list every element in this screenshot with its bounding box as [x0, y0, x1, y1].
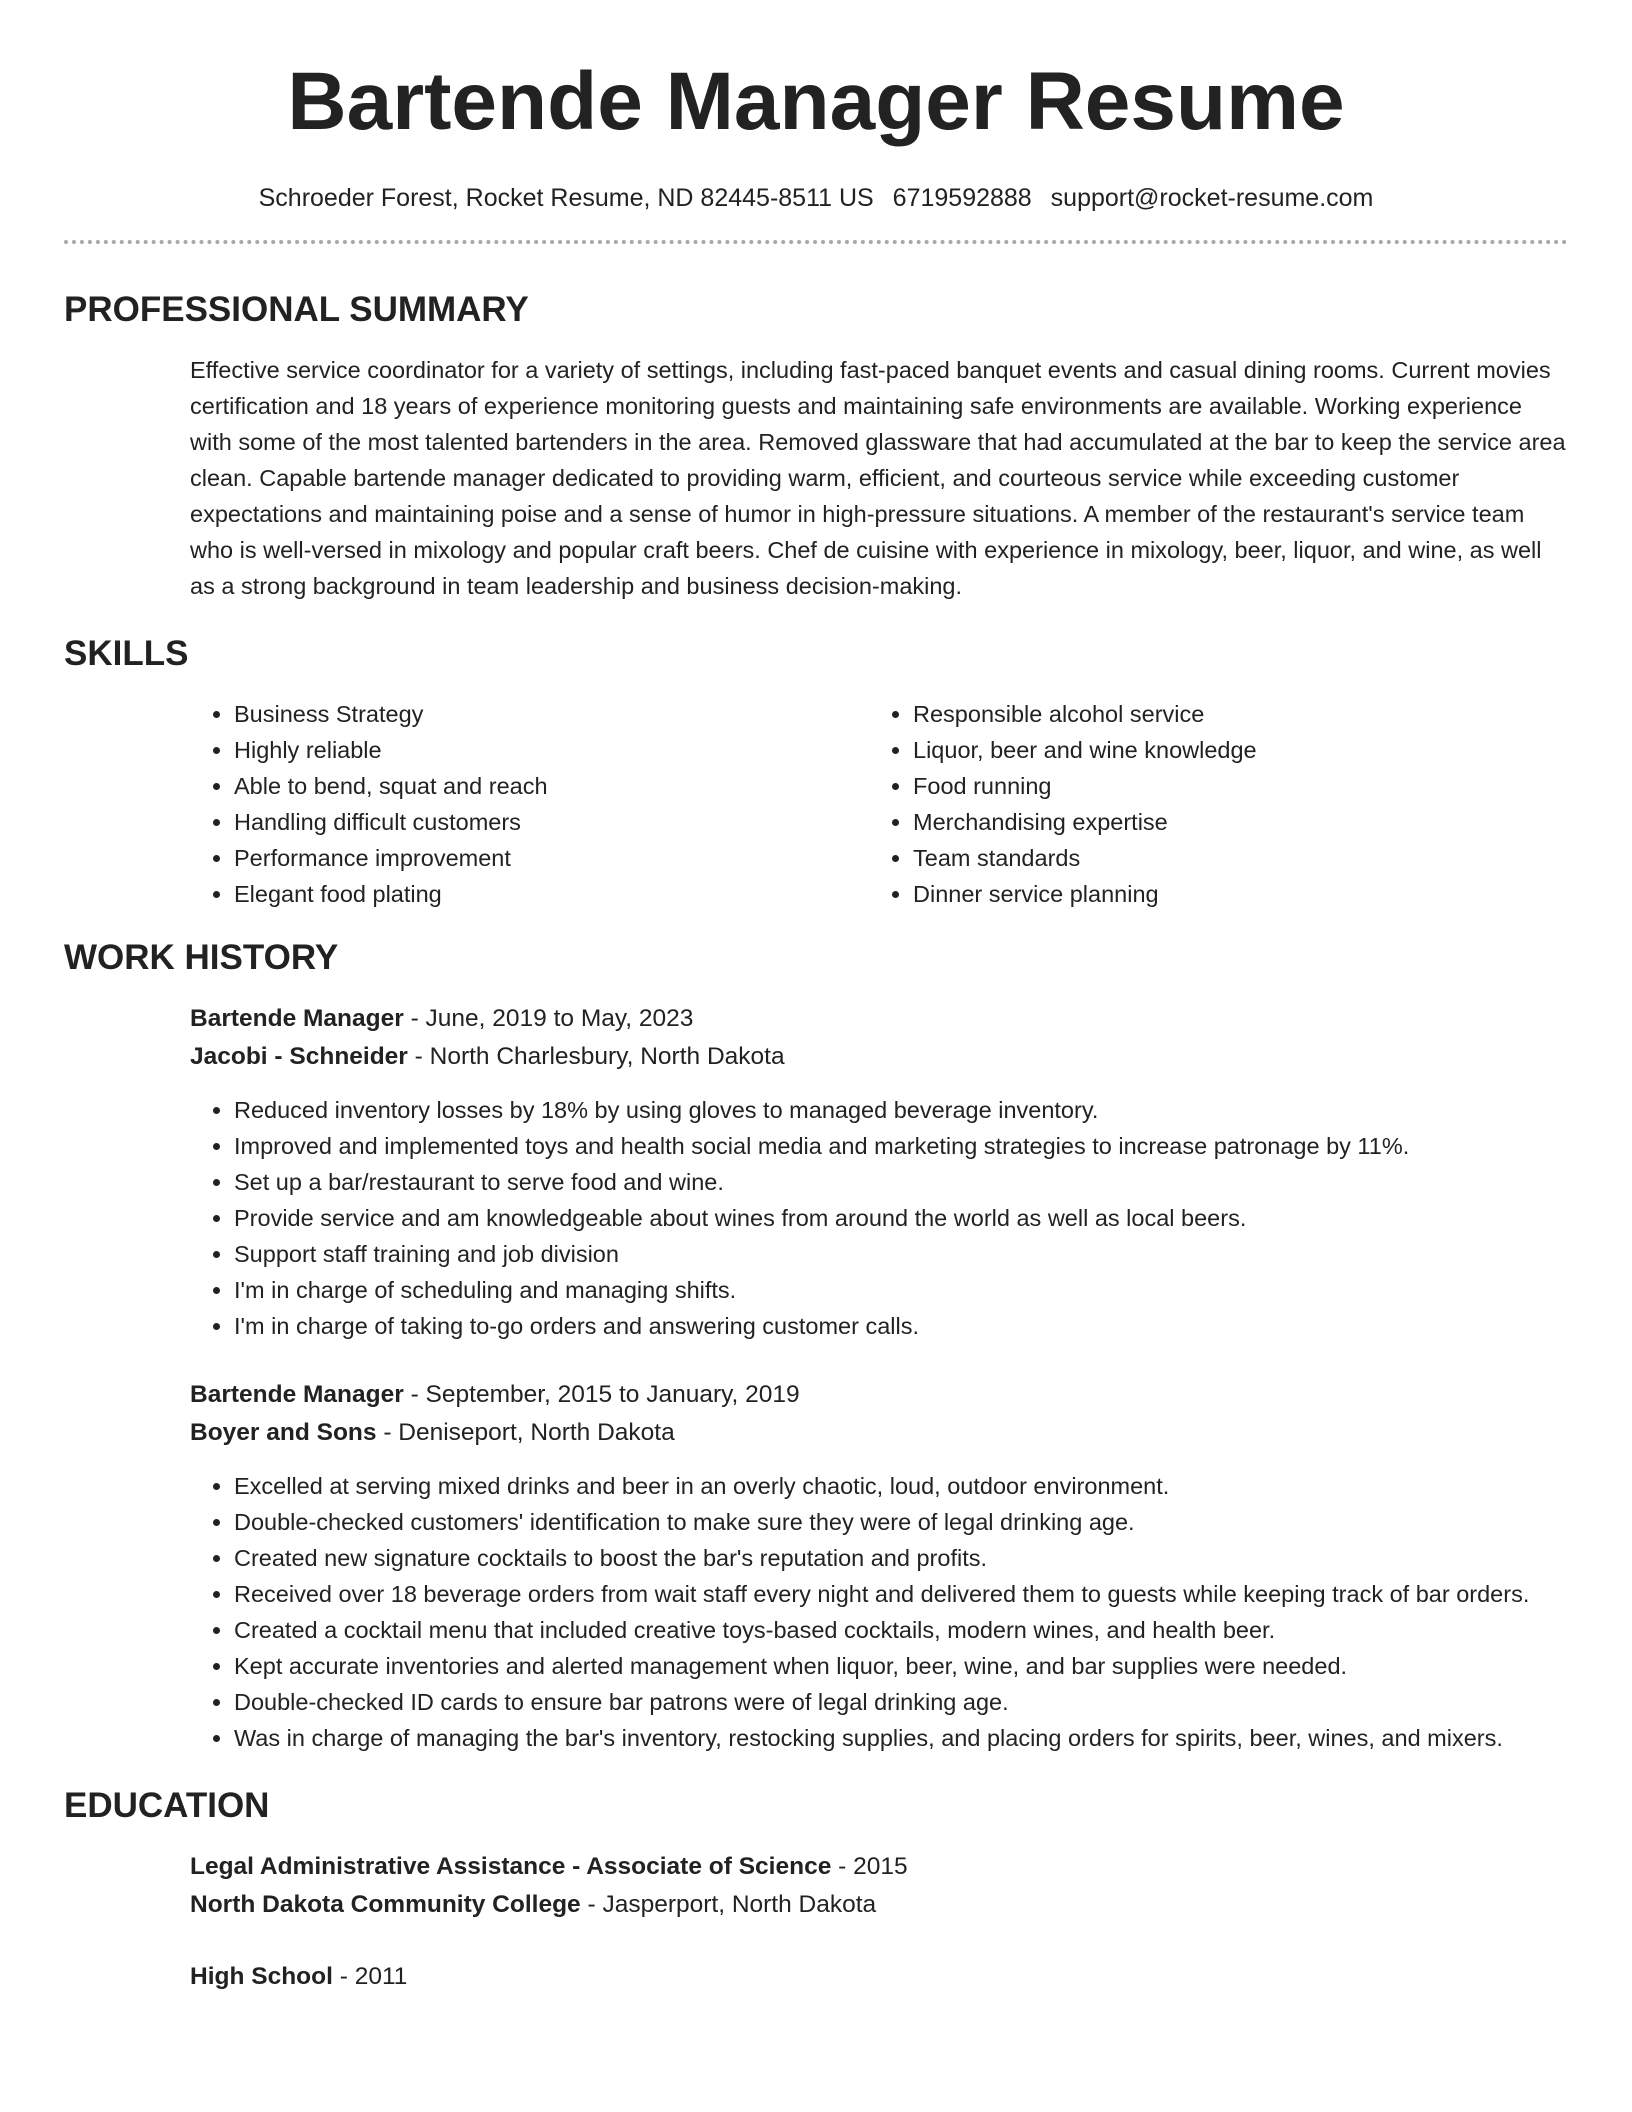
job-bullet: • Improved and implemented toys and health social media and marketing strategies to increase patronage by 11%.: [234, 1128, 1568, 1164]
job-position: Bartende Manager: [190, 1005, 404, 1032]
job-dates: - June, 2019 to May, 2023: [403, 1005, 694, 1032]
skill-item: • Able to bend, squat and reach: [234, 768, 869, 804]
education-section: [64, 1784, 1568, 1996]
skill-item: • Handling difficult customers: [234, 804, 869, 840]
resume-title: Bartende Manager Resume: [287, 56, 1345, 147]
skill-item: • Dinner service planning: [913, 876, 1568, 912]
education-degree: Legal Administrative Assistance - Associate of Science: [190, 1853, 832, 1880]
job-bullet: • Created new signature cocktails to boost the bar's reputation and profits.: [234, 1540, 1568, 1576]
skill-item: • Team standards: [913, 840, 1568, 876]
skills-heading: SKILLS: [64, 634, 189, 673]
skills-grid: [190, 696, 1568, 912]
skill-item: • Performance improvement: [234, 840, 869, 876]
job-bullets: [190, 1092, 1568, 1344]
education-degree-line: [190, 1848, 1568, 1886]
skills-section: [64, 632, 1568, 912]
skill-item: • Business Strategy: [234, 696, 869, 732]
work-history-heading: WORK HISTORY: [64, 938, 339, 977]
job-bullet: • Double-checked customers' identification to make sure they were of legal drinking age.: [234, 1504, 1568, 1540]
job-entry: [190, 1376, 1568, 1756]
job-bullet: • Kept accurate inventories and alerted management when liquor, beer, wine, and bar supplies were needed.: [234, 1648, 1568, 1684]
job-entry: [190, 1000, 1568, 1344]
job-company: Boyer and Sons: [190, 1419, 377, 1446]
phone: 6719592888: [892, 184, 1032, 212]
contact-line: [64, 180, 1568, 216]
job-bullet: • I'm in charge of scheduling and managing shifts.: [234, 1272, 1568, 1308]
work-history-section: [64, 936, 1568, 1756]
job-bullet: • Received over 18 beverage orders from wait staff every night and delivered them to guests while keeping track of bar orders.: [234, 1576, 1568, 1612]
job-dates: - September, 2015 to January, 2019: [403, 1381, 800, 1408]
skill-item: • Liquor, beer and wine knowledge: [913, 732, 1568, 768]
education-location: - Jasperport, North Dakota: [580, 1891, 877, 1918]
job-bullet: • Created a cocktail menu that included creative toys-based cocktails, modern wines, and health beer.: [234, 1612, 1568, 1648]
job-company-line: [190, 1038, 1568, 1076]
job-position: Bartende Manager: [190, 1381, 404, 1408]
job-title-line: [190, 1000, 1568, 1038]
skill-item: • Merchandising expertise: [913, 804, 1568, 840]
job-bullet: • Double-checked ID cards to ensure bar patrons were of legal drinking age.: [234, 1684, 1568, 1720]
skill-item: • Food running: [913, 768, 1568, 804]
job-bullet: • Excelled at serving mixed drinks and beer in an overly chaotic, loud, outdoor environment.: [234, 1468, 1568, 1504]
education-school-line: [190, 1886, 1568, 1924]
skills-column-right: [869, 696, 1568, 912]
job-bullet: • Support staff training and job division: [234, 1236, 1568, 1272]
education-degree: High School: [190, 1963, 333, 1990]
job-bullet: • I'm in charge of taking to-go orders and answering customer calls.: [234, 1308, 1568, 1344]
education-year: - 2015: [831, 1853, 908, 1880]
job-company: Jacobi - Schneider: [190, 1043, 408, 1070]
summary-section: [64, 288, 1568, 604]
header-divider: [64, 240, 1568, 244]
email: support@rocket-resume.com: [1050, 184, 1374, 212]
education-school: North Dakota Community College: [190, 1891, 581, 1918]
job-bullet: • Was in charge of managing the bar's inventory, restocking supplies, and placing orders for spirits, beer, wines, and mixers.: [234, 1720, 1568, 1756]
job-company-line: [190, 1414, 1568, 1452]
summary-text: Effective service coordinator for a variety of settings, including fast-paced banquet events and casual dining rooms. Current movies certification and 18 years of experience monitoring guests and maintaining safe environments are available. Working experience with some of the most talented bartenders in the area. Removed glassware that had accumulated at the bar to keep the service area clean. Capable bartende manager dedicated to providing warm, efficient, and courteous service while exceeding customer expectations and maintaining poise and a sense of humor in high-pressure situations. A member of the restaurant's service team who is well-versed in mixology and popular craft beers. Chef de cuisine with experience in mixology, beer, liquor, and wine, as well as a strong background in team leadership and business decision-making.: [190, 357, 1566, 599]
skill-item: • Responsible alcohol service: [913, 696, 1568, 732]
job-title-line: [190, 1376, 1568, 1414]
job-bullet: • Reduced inventory losses by 18% by using gloves to managed beverage inventory.: [234, 1092, 1568, 1128]
education-entry: [190, 1848, 1568, 1924]
job-bullet: • Provide service and am knowledgeable about wines from around the world as well as local beers.: [234, 1200, 1568, 1236]
skill-item: • Highly reliable: [234, 732, 869, 768]
education-degree-line: [190, 1958, 1568, 1996]
job-location: - North Charlesbury, North Dakota: [407, 1043, 785, 1070]
job-bullet: • Set up a bar/restaurant to serve food and wine.: [234, 1164, 1568, 1200]
address: Schroeder Forest, Rocket Resume, ND 82445-8511 US: [258, 184, 874, 212]
summary-heading: PROFESSIONAL SUMMARY: [64, 290, 529, 329]
education-heading: EDUCATION: [64, 1786, 270, 1825]
education-entry: [190, 1958, 1568, 1996]
skill-item: • Elegant food plating: [234, 876, 869, 912]
job-bullets: [190, 1468, 1568, 1756]
education-year: - 2011: [332, 1963, 408, 1990]
job-location: - Deniseport, North Dakota: [376, 1419, 675, 1446]
skills-column-left: [190, 696, 869, 912]
